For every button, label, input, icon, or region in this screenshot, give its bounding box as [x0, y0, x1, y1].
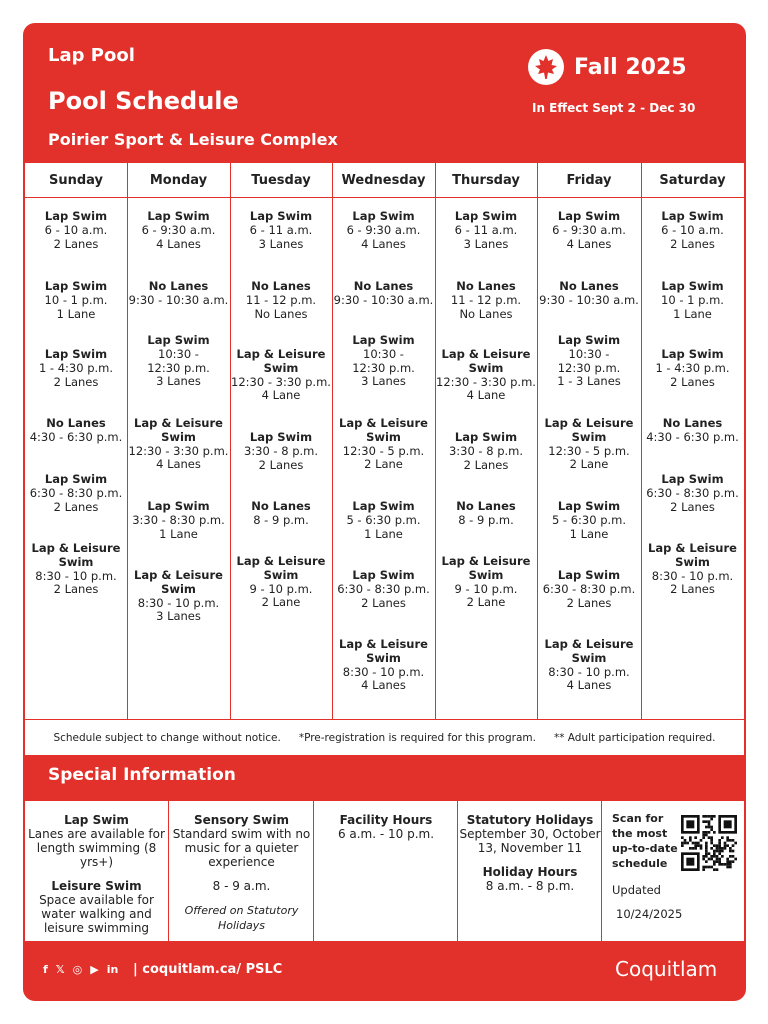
schedule-slot: Lap Swim 6:30 - 8:30 p.m. 2 Lanes [646, 472, 739, 514]
instagram-icon[interactable]: ◎ [72, 963, 83, 976]
schedule-slot: Lap Swim 10:30 - 12:30 p.m. 3 Lanes [352, 333, 415, 389]
facility-hours: 6 a.m. - 10 p.m. [337, 827, 435, 841]
schedule-slot: Lap & Leisure Swim 12:30 - 3:30 p.m. 4 Lane [436, 347, 536, 403]
schedule-table [25, 163, 744, 755]
day-header-wednesday: Wednesday [341, 173, 426, 188]
schedule-slot: No Lanes 8 - 9 p.m. [251, 499, 311, 527]
schedule-slot: Lap Swim 3:30 - 8:30 p.m. 1 Lane [132, 499, 225, 541]
schedule-slot: Lap Swim 5 - 6:30 p.m. 1 Lane [551, 499, 627, 541]
schedule-slot: Lap & Leisure Swim 9 - 10 p.m. 2 Lane [236, 554, 326, 610]
schedule-slot: Lap Swim 6 - 9:30 a.m. 4 Lanes [552, 209, 626, 251]
schedule-card [23, 23, 746, 1001]
schedule-slot: No Lanes 4:30 - 6:30 p.m. [29, 416, 123, 444]
holiday-hours: 8 a.m. - 8 p.m. [485, 879, 575, 893]
day-header-monday: Monday [149, 173, 208, 188]
day-column-sunday [25, 198, 127, 718]
maple-leaf-icon [528, 49, 564, 85]
schedule-slot: Lap & Leisure Swim 8:30 - 10 p.m. 4 Lanes [544, 637, 634, 693]
day-column-thursday [435, 198, 537, 718]
schedule-slot: Lap & Leisure Swim 8:30 - 10 p.m. 3 Lanes [134, 568, 223, 624]
note-preregistration: *Pre-registration is required for this program. [298, 731, 536, 744]
note-change: Schedule subject to change without notice. [53, 731, 281, 744]
schedule-slot: Lap & Leisure Swim 9 - 10 p.m. 2 Lane [441, 554, 531, 610]
sensory-swim-desc: Standard swim with no music for a quieter experience [172, 827, 311, 869]
updated-label: Updated [612, 883, 661, 897]
note-adult: ** Adult participation required. [553, 731, 716, 744]
updated-date: 10/24/2025 [616, 907, 683, 921]
season-badge [528, 49, 687, 85]
venue-name: Poirier Sport & Leisure Complex [48, 130, 338, 149]
schedule-slot: Lap Swim 10 - 1 p.m. 1 Lane [44, 279, 108, 321]
footer [23, 943, 746, 1001]
day-column-tuesday [230, 198, 332, 718]
special-col-facility [315, 801, 457, 941]
schedule-slot: Lap Swim 10:30 - 12:30 p.m. 3 Lanes [147, 333, 210, 389]
day-header-friday: Friday [566, 173, 612, 188]
day-header-tuesday: Tuesday [251, 173, 311, 188]
day-header-saturday: Saturday [659, 173, 726, 188]
schedule-slot: Lap Swim 6:30 - 8:30 p.m. 2 Lanes [29, 472, 123, 514]
day-column-monday [127, 198, 230, 718]
leisure-swim-desc: Space available for water walking and leisure swimming [39, 893, 154, 935]
x-icon[interactable]: 𝕏 [55, 963, 65, 976]
schedule-slot: Lap Swim 1 - 4:30 p.m. 2 Lanes [655, 347, 730, 389]
special-col-sensory [170, 801, 313, 941]
schedule-slot: No Lanes 9:30 - 10:30 a.m. [333, 279, 434, 307]
schedule-slot: Lap Swim 6 - 11 a.m. 3 Lanes [249, 209, 313, 251]
season-label: Fall 2025 [574, 54, 687, 80]
facility-hours-title: Facility Hours [339, 813, 433, 827]
website-link[interactable]: | coquitlam.ca/ PSLC [133, 962, 283, 977]
schedule-slot: Lap Swim 6 - 9:30 a.m. 4 Lanes [346, 209, 421, 251]
effective-dates: In Effect Sept 2 - Dec 30 [532, 101, 696, 115]
schedule-slot: Lap & Leisure Swim 12:30 - 3:30 p.m. 4 Lane [231, 347, 331, 403]
qr-code-icon[interactable] [681, 815, 737, 871]
schedule-slot: No Lanes 11 - 12 p.m. No Lanes [450, 279, 522, 321]
schedule-notes [25, 719, 744, 755]
header [23, 23, 746, 163]
special-info-title: Special Information [48, 765, 236, 785]
day-column-wednesday [332, 198, 435, 718]
schedule-slot: Lap Swim 6:30 - 8:30 p.m. 2 Lanes [337, 568, 430, 610]
sensory-swim-note: Offered on Statutory Holidays [184, 904, 299, 932]
schedule-slot: Lap Swim 6 - 10 a.m. 2 Lanes [44, 209, 108, 251]
sensory-swim-title: Sensory Swim [194, 813, 289, 827]
leisure-swim-title: Leisure Swim [51, 879, 142, 893]
schedule-slot: Lap & Leisure Swim 12:30 - 5 p.m. 2 Lane [339, 416, 428, 472]
schedule-slot: Lap Swim 3:30 - 8 p.m. 2 Lanes [243, 430, 319, 472]
schedule-slot: Lap & Leisure Swim 8:30 - 10 p.m. 2 Lanes [31, 541, 121, 597]
youtube-icon[interactable]: ▶ [90, 963, 99, 976]
schedule-slot: Lap Swim 3:30 - 8 p.m. 2 Lanes [448, 430, 524, 472]
pool-name: Lap Pool [48, 45, 135, 66]
linkedin-icon[interactable]: in [106, 963, 119, 976]
stat-holidays-dates: September 30, October 13, November 11 [459, 827, 601, 855]
special-info [25, 801, 744, 941]
schedule-slot: No Lanes 8 - 9 p.m. [456, 499, 516, 527]
social-links [43, 963, 126, 976]
lap-swim-desc: Lanes are available for length swimming (8 yrs+) [28, 827, 165, 869]
schedule-slot: Lap Swim 5 - 6:30 p.m. 1 Lane [346, 499, 421, 541]
facebook-icon[interactable]: f [43, 963, 48, 976]
coquitlam-logo: Coquitlam [615, 957, 718, 981]
schedule-slot: Lap Swim 6 - 10 a.m. 2 Lanes [661, 209, 724, 251]
sensory-swim-time: 8 - 9 a.m. [212, 879, 271, 893]
special-col-swims [25, 801, 168, 941]
schedule-slot: Lap & Leisure Swim 8:30 - 10 p.m. 4 Lanes [339, 637, 428, 693]
day-column-saturday [641, 198, 744, 718]
schedule-slot: Lap Swim 10 - 1 p.m. 1 Lane [661, 279, 724, 321]
schedule-slot: No Lanes 9:30 - 10:30 a.m. [128, 279, 229, 307]
schedule-slot: Lap Swim 10:30 - 12:30 p.m. 1 - 3 Lanes [557, 333, 621, 389]
schedule-slot: No Lanes 4:30 - 6:30 p.m. [646, 416, 739, 444]
schedule-slot: No Lanes 11 - 12 p.m. No Lanes [245, 279, 317, 321]
page-title: Pool Schedule [48, 87, 239, 115]
scan-prompt: Scan for the most up-to-date schedule [612, 812, 678, 870]
holiday-hours-title: Holiday Hours [482, 865, 578, 879]
day-column-friday [537, 198, 641, 718]
schedule-slot: Lap Swim 1 - 4:30 p.m. 2 Lanes [38, 347, 114, 389]
schedule-slot: Lap Swim 6 - 11 a.m. 3 Lanes [454, 209, 518, 251]
schedule-slot: Lap & Leisure Swim 12:30 - 3:30 p.m. 4 Lanes [128, 416, 229, 472]
day-header-sunday: Sunday [48, 173, 104, 188]
schedule-slot: Lap Swim 6:30 - 8:30 p.m. 2 Lanes [542, 568, 636, 610]
schedule-slot: Lap & Leisure Swim 8:30 - 10 p.m. 2 Lanes [648, 541, 737, 597]
day-header-row [25, 163, 744, 198]
lap-swim-title: Lap Swim [64, 813, 129, 827]
schedule-slot: Lap & Leisure Swim 12:30 - 5 p.m. 2 Lane [544, 416, 634, 472]
stat-holidays-title: Statutory Holidays [466, 813, 594, 827]
special-col-holidays [459, 801, 601, 941]
schedule-slot: No Lanes 9:30 - 10:30 a.m. [539, 279, 639, 307]
day-header-thursday: Thursday [452, 173, 520, 188]
schedule-slot: Lap Swim 6 - 9:30 a.m. 4 Lanes [141, 209, 216, 251]
